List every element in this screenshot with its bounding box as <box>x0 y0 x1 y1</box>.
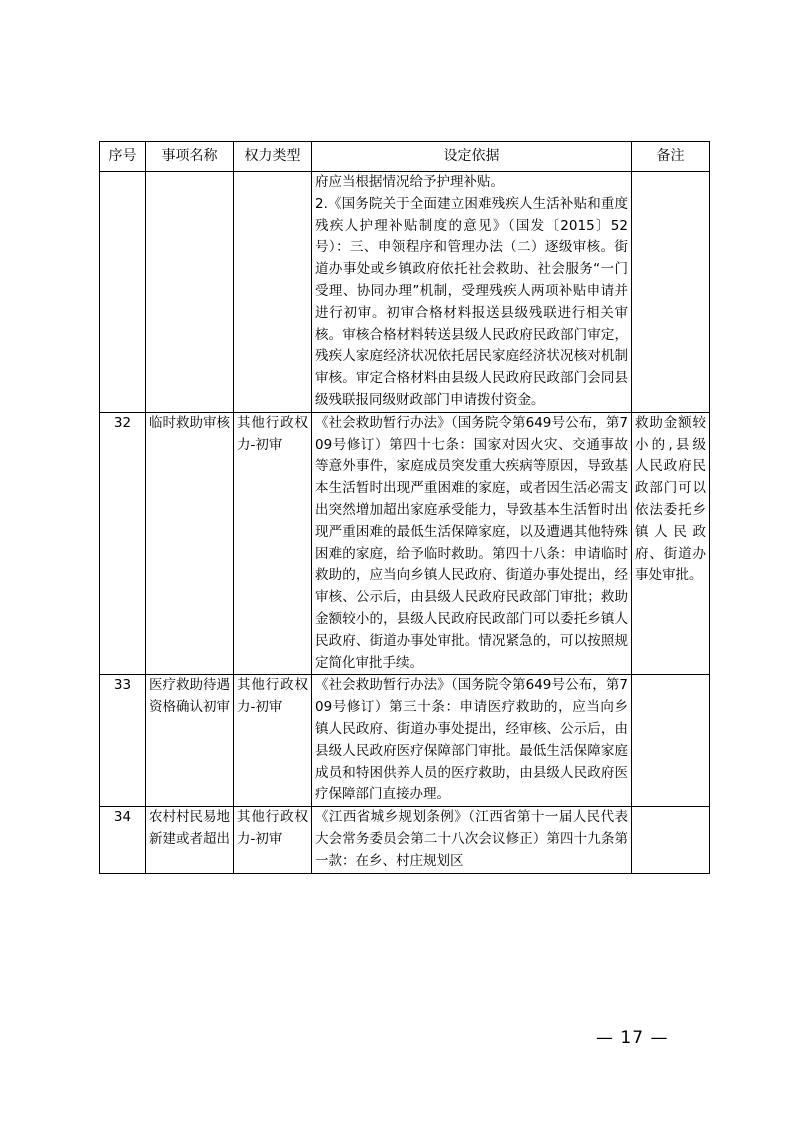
header-seq: 序号 <box>100 142 146 172</box>
page-number: — 17 — <box>596 1028 669 1048</box>
header-item-name: 事项名称 <box>146 142 234 172</box>
table-row <box>100 675 710 807</box>
row-number: 32 <box>100 412 146 675</box>
table-header-row <box>100 142 710 172</box>
row-basis <box>312 675 632 807</box>
basis-paragraph: 《社会救助暂行办法》（国务院令第649号公布，第709号修订）第四十七条：国家对因火灾、交通事故等意外事件，家庭成员突发重大疾病等原因，导致基本生活暂时出现严重困难的家庭，或者因生活必需支出突然增加超出家庭承受能力，导致基本生活暂时出现严重困难的最低生活保障家庭，以及遭遇其他特殊困难的家庭，给予临时救助。第四十八条：申请临时救助的，应当向乡镇人民政府、街道办事处提出，经审核、公示后，由县级人民政府民政部门审批；救助金额较小的，县级人民政府民政部门可以委托乡镇人民政府、街道办事处审批。情况紧急的，可以按照规定简化审批手续。 <box>315 414 628 671</box>
table-row <box>100 807 710 873</box>
row-note <box>632 172 710 413</box>
basis-paragraph: 2.《国务院关于全面建立困难残疾人生活补贴和重度残疾人护理补贴制度的意见》（国发〔2015〕52号）：三、申领程序和管理办法（二）逐级审核。街道办事处或乡镇政府依托社会救助、社会服务“一门受理、协同办理”机制，受理残疾人两项补贴申请并进行初审。初审合格材料报送县级残联进行相关审核。审核合格材料转送县级人民政府民政部门审定，残疾人家庭经济状况依托居民家庭经济状况核对机制审核。审定合格材料由县级人民政府民政部门会同县级残联报同级财政部门申请拨付资金。 <box>315 195 628 408</box>
row-note <box>632 807 710 873</box>
row-power-type: 其他行政权力-初审 <box>234 675 312 807</box>
row-power-type: 其他行政权力-初审 <box>234 807 312 873</box>
row-power-type <box>234 172 312 413</box>
row-note <box>632 675 710 807</box>
row-power-type: 其他行政权力-初审 <box>234 412 312 675</box>
row-item-name: 农村村民易地新建或者超出 <box>146 807 234 873</box>
row-item-name: 临时救助审核 <box>146 412 234 675</box>
row-item-name: 医疗救助待遇资格确认初审 <box>146 675 234 807</box>
table-row <box>100 412 710 675</box>
items-table <box>99 141 710 874</box>
row-basis <box>312 172 632 413</box>
row-number <box>100 172 146 413</box>
table-row <box>100 172 710 413</box>
row-item-name <box>146 172 234 413</box>
basis-paragraph: 《社会救助暂行办法》（国务院令第649号公布，第709号修订）第三十条：申请医疗救助的，应当向乡镇人民政府、街道办事处提出，经审核、公示后，由县级人民政府医疗保障部门审批。最低生活保障家庭成员和特困供养人员的医疗救助，由县级人民政府医疗保障部门直接办理。 <box>315 677 628 803</box>
row-basis <box>312 412 632 675</box>
row-number: 34 <box>100 807 146 873</box>
header-note: 备注 <box>632 142 710 172</box>
header-power-type: 权力类型 <box>234 142 312 172</box>
row-basis <box>312 807 632 873</box>
row-number: 33 <box>100 675 146 807</box>
basis-paragraph: 《江西省城乡规划条例》（江西省第十一届人民代表大会常务委员会第二十八次会议修正）第四十九条第一款：在乡、村庄规划区 <box>315 809 628 869</box>
basis-paragraph: 府应当根据情况给予护理补贴。 <box>315 174 504 190</box>
row-note: 救助金额较小的,县级人民政府民政部门可以依法委托乡镇人民政府、街道办事处审批。 <box>632 412 710 675</box>
header-basis: 设定依据 <box>312 142 632 172</box>
